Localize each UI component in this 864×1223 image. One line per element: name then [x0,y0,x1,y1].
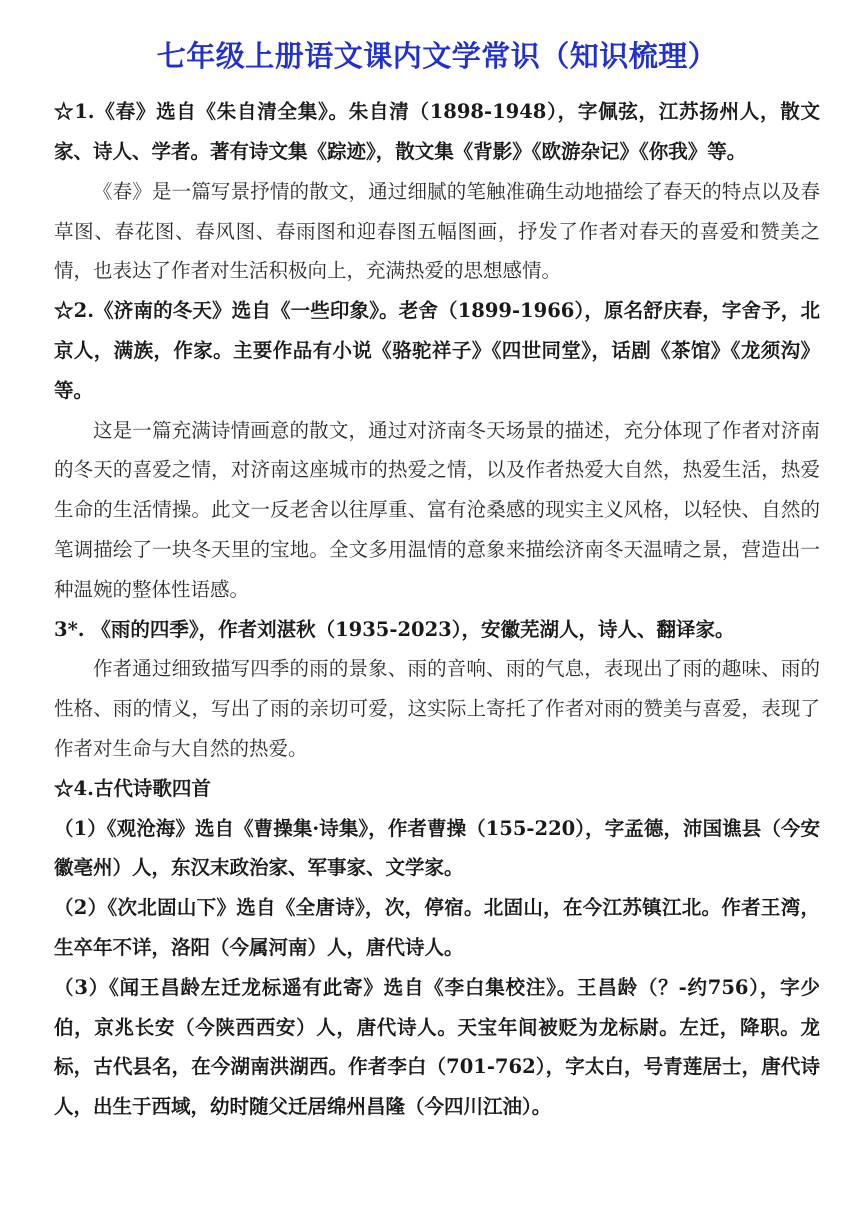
section-body: 作者通过细致描写四季的雨的景象、雨的音响、雨的气息，表现出了雨的趣味、雨的性格、雨的情义，写出了雨的亲切可爱，这实际上寄托了作者对雨的赞美与喜爱，表现了作者对生命与大自然的热爱。 [54,657,820,760]
section-body: 这是一篇充满诗情画意的散文，通过对济南冬天场景的描述，充分体现了作者对济南的冬天的喜爱之情，对济南这座城市的热爱之情，以及作者热爱大自然，热爱生活，热爱生命的生活情操。此文一反老舍以往厚重、富有沧桑感的现实主义风格，以轻快、自然的笔调描绘了一块冬天里的宝地。全文多用温情的意象来描绘济南冬天温晴之景，营造出一种温婉的整体性语感。 [54,418,820,601]
section-chun [54,92,820,291]
section-heading: ☆4.古代诗歌四首 [54,776,211,800]
section-ancient-poems [54,769,820,1127]
list-item: （1）《观沧海》选自《曹操集·诗集》，作者曹操（155-220），字孟德，沛国谯县（今安徽亳州）人，东汉末政治家、军事家、文学家。 [54,816,820,880]
section-heading: 3*. 《雨的四季》，作者刘湛秋（1935-2023），安徽芜湖人，诗人、翻译家。 [54,617,735,641]
section-heading: ☆1.《春》选自《朱自清全集》。朱自清（1898-1948），字佩弦，江苏扬州人，散文家、诗人、学者。著有诗文集《踪迹》，散文集《背影》《欧游杂记》《你我》等。 [54,100,820,164]
list-item: （2）《次北固山下》选自《全唐诗》，次，停宿。北固山，在今江苏镇江北。作者王湾，生卒年不详，洛阳（今属河南）人，唐代诗人。 [54,896,820,959]
section-rain-seasons [54,610,820,769]
section-heading: ☆2.《济南的冬天》选自《一些印象》。老舍（1899-1966），原名舒庆春，字舍予，北京人，满族，作家。主要作品有小说《骆驼祥子》《四世同堂》，话剧《茶馆》《龙须沟》等。 [54,299,820,402]
page-title: 七年级上册语文课内文学常识（知识梳理） [156,39,718,73]
section-jinan-winter [54,291,820,609]
list-item: （3）《闻王昌龄左迁龙标遥有此寄》选自《李白集校注》。王昌龄（？-约756），字少伯，京兆长安（今陕西西安）人，唐代诗人。天宝年间被贬为龙标尉。左迁，降职。龙标，古代县名，在今湖南洪湖西。作者李白（701-762），字太白，号青莲居士，唐代诗人，出生于西域，幼时随父迁居绵州昌隆（今四川江油）。 [54,975,820,1119]
section-body: 《春》是一篇写景抒情的散文，通过细腻的笔触准确生动地描绘了春天的特点以及春草图、春花图、春风图、春雨图和迎春图五幅图画，抒发了作者对春天的喜爱和赞美之情，也表达了作者对生活积极向上，充满热爱的思想感情。 [54,179,820,283]
